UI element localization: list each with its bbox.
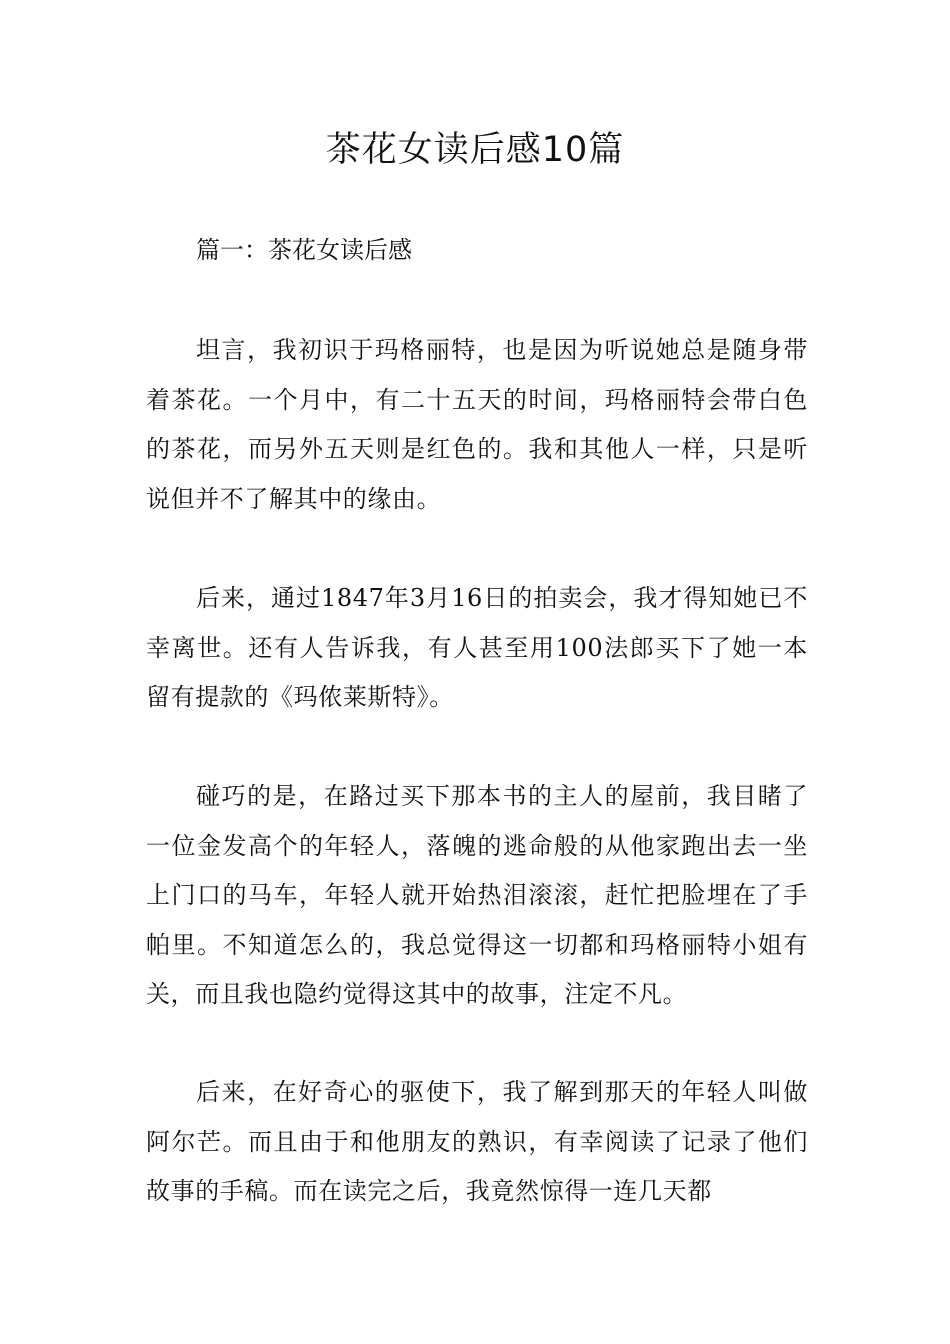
paragraph-3: 碰巧的是，在路过买下那本书的主人的屋前，我目睹了一位金发高个的年轻人，落魄的逃命般的从他家跑出去一坐上门口的马车，年轻人就开始热泪滚滚，赶忙把脸埋在了手帕里。不知道怎么的，我总觉得这一切都和玛格丽特小姐有关，而且我也隐约觉得这其中的故事，注定不凡。 xyxy=(146,782,808,1009)
section-heading: 篇一：茶花女读后感 xyxy=(196,236,412,264)
paragraph-1: 坦言，我初识于玛格丽特，也是因为听说她总是随身带着茶花。一个月中，有二十五天的时间，玛格丽特会带白色的茶花，而另外五天则是红色的。我和其他人一样，只是听说但并不了解其中的缘由。 xyxy=(146,336,808,513)
paragraph-4: 后来，在好奇心的驱使下，我了解到那天的年轻人叫做阿尔芒。而且由于和他朋友的熟识，有幸阅读了记录了他们故事的手稿。而在读完之后，我竟然惊得一连几天都 xyxy=(146,1078,808,1206)
paragraph-2: 后来，通过1847年3月16日的拍卖会，我才得知她已不幸离世。还有人告诉我，有人甚至用100法郎买下了她一本留有提款的《玛侬莱斯特》。 xyxy=(146,584,808,712)
document-title: 茶花女读后感10篇 xyxy=(325,130,625,170)
